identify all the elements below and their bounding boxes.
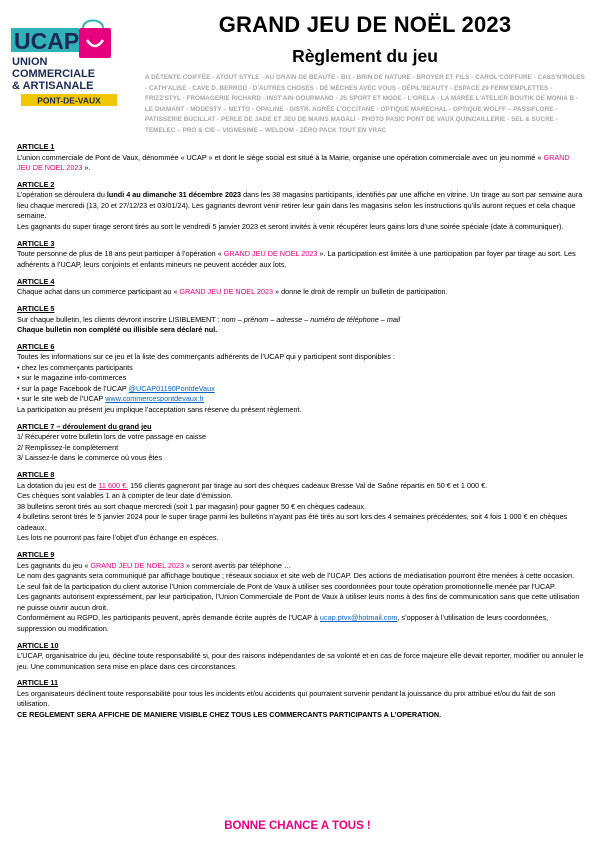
article-6 — [17, 342, 585, 416]
article-9 — [17, 550, 585, 634]
article-heading: ARTICLE 7 – déroulement du grand jeu — [17, 421, 152, 431]
text-run: ». — [82, 163, 91, 172]
text-run: CE REGLEMENT SERA AFFICHE DE MANIERE VISIBLE CHEZ TOUS LES COMMERCANTS PARTICIPANTS A L’OPERATION. — [17, 709, 442, 719]
text-run: dans les 38 magasins participants, identifiés par une affiche en vitrine. Un tirage au sort par semaine aura lieu chaque mercredi (13, 20 et 27/12/23 et 03/01/24). Les gagnants devront venir retirer leur gain dans les magasins selon les instructions qu’ils auront reçues et cela chaque semaine. — [17, 190, 583, 221]
article-heading: ARTICLE 4 — [17, 276, 55, 286]
shopping-bag-icon — [9, 18, 129, 118]
article-text — [17, 710, 585, 721]
text-run: Chaque achat dans un commerce participant au « — [17, 287, 180, 297]
article-text: Ces chèques sont valables 1 an à compter de leur date d’émission. — [17, 491, 233, 501]
rules-body — [17, 142, 585, 727]
article-text — [17, 613, 585, 634]
article-text: L’UCAP, organisatrice du jeu, décline toute responsabilité si, pour des raisons indépendantes de sa volonté et en cas de force majeure elle devait reporter, modifier ou annuler le jeu. Une communication sera mise en place dans ces circonstances. — [17, 651, 584, 671]
article-text: Toutes les informations sur ce jeu et la liste des commerçants adhérents de l’UCAP qui y participent sont disponibles : — [17, 352, 395, 362]
article-text: 4 bulletins seront tirés le 5 janvier 2024 pour le super tirage parmi les bulletins n’ayant pas été tirés au sort lors des 4 semaines précédentes, soit 4 fois 1 000 € en chèques cadeaux. — [17, 512, 568, 532]
date-range: lundi 4 au dimanche 31 décembre 2023 — [106, 190, 242, 200]
article-2 — [17, 180, 585, 233]
article-1 — [17, 142, 585, 174]
article-heading: ARTICLE 6 — [17, 341, 55, 351]
article-heading: ARTICLE 3 — [17, 238, 55, 248]
article-text — [17, 325, 585, 336]
article-3 — [17, 239, 585, 271]
article-text — [17, 153, 585, 174]
page-title: GRAND JEU DE NOËL 2023 — [218, 12, 512, 37]
text-run: » donne le droit de remplir un bulletin de participation. — [273, 287, 448, 297]
step-item: 1/ Récupérer votre bulletin lors de votre passage en caisse — [17, 432, 207, 442]
prize-amount: 11 600 €. — [98, 480, 129, 490]
article-heading: ARTICLE 5 — [17, 304, 55, 314]
article-text: Les lots ne pourront pas faire l’objet d’un échange en espèces. — [17, 533, 219, 543]
article-heading: ARTICLE 2 — [17, 179, 55, 189]
text-run: L’opération se déroulera du — [17, 190, 107, 200]
article-text — [17, 481, 585, 492]
list-item — [17, 384, 585, 395]
text-run: » seront avertis par téléphone … — [183, 560, 292, 570]
list-item: • sur le magazine info-commerces — [17, 373, 585, 384]
article-text — [17, 315, 585, 326]
article-5 — [17, 304, 585, 336]
article-text: Les organisateurs déclinent toute responsabilité pour tous les incidents et/ou accidents qui pourraient survenir pendant la jouissance du prix attribué et/ou du fait de son utilisation. — [17, 688, 556, 709]
logo-line3: & ARTISANALE — [12, 80, 94, 92]
text-run: Sur chaque bulletin, les clients devront inscrire LISIBLEMENT : — [17, 314, 222, 324]
ucap-logo — [9, 18, 129, 118]
game-name: GRAND JEU DE NOEL 2023 — [17, 152, 570, 172]
game-name: GRAND JEU DE NOEL 2023 — [90, 560, 184, 570]
list-item: • chez les commerçants participants — [17, 363, 585, 374]
page-subtitle: Règlement du jeu — [292, 46, 438, 66]
article-11 — [17, 678, 585, 720]
article-text: La participation au présent jeu implique l’acceptation sans réserve du présent règlement. — [17, 404, 302, 414]
article-text: Le nom des gagnants sera communiqué par affichage boutique ; réseaux sociaux et site web de l’UCAP. Des actions de médiatisation pourront être menées à cette occasion. — [17, 571, 575, 581]
text-run: Chaque bulletin non complété ou illisible sera déclaré nul. — [17, 325, 218, 335]
article-text: Les gagnants autorisent expressément, par leur participation, l’Union Commerciale de Pont de Vaux à utiliser leurs noms à des fins de communication sans que cette utilisation ne puisse ouvrir aucun droit. — [17, 592, 580, 612]
article-heading: ARTICLE 8 — [17, 470, 55, 480]
article-heading: ARTICLE 10 — [17, 640, 59, 650]
article-7 — [17, 422, 585, 464]
article-8 — [17, 470, 585, 544]
text-run: L’union commerciale de Pont de Vaux, dénommée « UCAP » et dont le siège social est situé à la Mairie, organise une opération commerciale avec un jeu nommé « — [17, 152, 544, 162]
email-link[interactable]: ucap.ptvx@hotmail.com — [319, 613, 398, 623]
article-heading: ARTICLE 1 — [17, 142, 55, 151]
step-item: 2/ Remplissez-le complètement — [17, 442, 119, 452]
facebook-link[interactable]: @UCAP01190PontdeVaux — [128, 383, 215, 393]
article-text — [17, 190, 585, 222]
article-text — [17, 249, 585, 270]
text-run: 156 clients gagneront par tirage au sort des chèques cadeaux Bresse Val de Saône répartis en 50 € et 1 000 €. — [128, 480, 488, 490]
text-run: , s’opposer à l’utilisation de leurs coordonnées, suppression ou modification. — [17, 613, 549, 633]
article-text: Le seul fait de la participation du client autorise l’Union commerciale de Pont de Vaux à utiliser ses coordonnées pour toute opération promotionnelle menée par l’UCAP. — [17, 581, 556, 591]
logo-place: PONT-DE-VAUX — [37, 95, 101, 106]
required-fields: nom – prénom – adresse – numéro de téléphone – mail — [221, 314, 401, 324]
logo-brand: UCAP — [14, 28, 80, 54]
article-text: 38 bulletins seront tirés au sort chaque mercredi (soit 1 par magasin) pour gagner 50 € en chèques cadeaux. — [17, 501, 367, 511]
participating-shops-list: A DÉTENTE COIFFÉE - ATOUT STYLE - AU GRAIN DE BEAUTE - BI1 - BRIN DE NATURE - BROYER ET FILS - CAROL'COIFFURE - CASS'N'ROLES - CATH'ALISE - CAVE D. BERROD - D'AUTRES CHOSES - DE MÈCHES AVEC VOUS - DÉPIL'BEAUTY - ESPACE 29 FERM'EMPLETTES - FRIZZ'STYL - FROMAGERIE RICHARD - INST'AIN GOURMAND - JS SPORT ET MODE - L'ORELA - LA MARÉE L'ATELIER BOUTIK DE MONIA B - LE DIAMANT - MODESTY – NETTO - OPALINE - DISTR. AGRÉE L'OCCITANE - OPTIQUE MARECHAL - OPTIQUE WOLFF – PASSIFLORE - PATISSERIE BUCILLAT - PERLE DE JADE ET JEU DE MAINS MAGALI - PHOTO PASIC PONT DE VAUX QUINCAILLERIE - SEL & SUCRE - TEMELEC – PRO & CIE – VIGNESIME – WELDOM - ZÉRO PACK TOUT EN VRAC — [145, 74, 585, 134]
text-run: Conformément au RGPD, les participants peuvent, après demande écrite auprès de l’UCAP à — [17, 613, 320, 623]
list-item — [17, 394, 585, 405]
article-heading: ARTICLE 9 — [17, 550, 55, 560]
logo-line2: COMMERCIALE — [12, 68, 96, 80]
article-4 — [17, 277, 585, 298]
article-heading: ARTICLE 11 — [17, 678, 59, 688]
logo-line1: UNION — [12, 56, 48, 68]
game-name: GRAND JEU DE NOEL 2023 — [223, 249, 318, 259]
game-name: GRAND JEU DE NOEL 2023 — [179, 287, 274, 297]
step-item: 3/ Laissez-le dans le commerce où vous êtes — [17, 453, 163, 463]
text-run: Toute personne de plus de 18 ans peut participer à l’opération « — [17, 249, 224, 259]
article-text: Les gagnants du super tirage seront tirés au sort le vendredi 5 janvier 2023 et seront invités à venir récupérer leurs gains lors d’une soirée spéciale (date à communiquer). — [17, 221, 564, 231]
text-run: sur la page Facebook de l’UCAP — [21, 383, 129, 393]
article-text — [17, 561, 585, 572]
article-10 — [17, 641, 585, 673]
text-run: Les gagnants du jeu « — [17, 560, 91, 570]
text-run: sur le site web de l’UCAP — [21, 394, 106, 404]
article-text — [17, 287, 585, 298]
text-run: ». La participation est limitée à une participation par foyer par tirage au sort. Les adhérents à l’UCAP, leurs conjoints et enfants mineurs ne peuvent accéder aux lots. — [17, 249, 576, 269]
text-run: La dotation du jeu est de — [17, 480, 99, 490]
website-link[interactable]: www.commercespontdevaux.fr — [105, 394, 204, 404]
closing-message: BONNE CHANCE A TOUS ! — [224, 820, 371, 832]
